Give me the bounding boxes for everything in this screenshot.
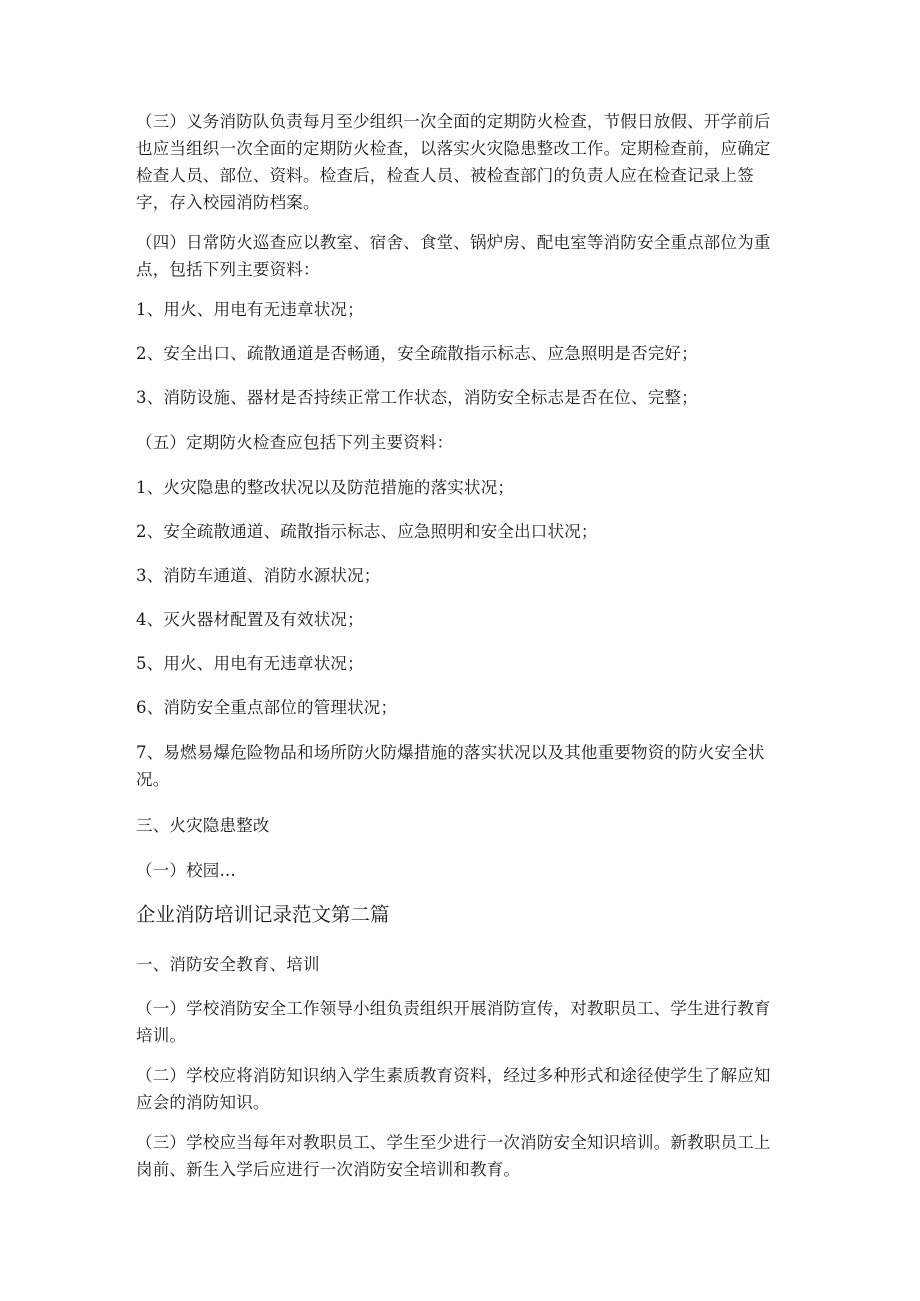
list-item-check-1: 1、火灾隐患的整改状况以及防范措施的落实状况； xyxy=(136,478,515,497)
list-item-check-2: 2、安全疏散通道、疏散指示标志、应急照明和安全出口状况； xyxy=(136,522,598,541)
section-heading-hazard-rectification: 三、火灾隐患整改 xyxy=(136,816,270,835)
paragraph-campus-truncated: （一）校园... xyxy=(136,861,236,880)
list-item-check-5: 5、用火、用电有无违章状况； xyxy=(136,654,364,673)
list-item-check-6: 6、消防安全重点部位的管理状况； xyxy=(136,698,398,717)
list-item-check-7: 7、易燃易爆危险物品和场所防火防爆措施的落实状况以及其他重要物资的防火安全状况。 xyxy=(136,743,765,789)
article-title: 企业消防培训记录范文第二篇 xyxy=(136,903,390,926)
paragraph-training-2: （二）学校应将消防知识纳入学生素质教育资料，经过多种形式和途径使学生了解应知应会的消防知识。 xyxy=(136,1066,771,1112)
paragraph-training-1: （一）学校消防安全工作领导小组负责组织开展消防宣传，对教职员工、学生进行教育培训。 xyxy=(136,999,771,1045)
paragraph-regular-inspection: （三）义务消防队负责每月至少组织一次全面的定期防火检查，节假日放假、开学前后也应当组织一次全面的定期防火检查，以落实火灾隐患整改工作。定期检查前，应确定检查人员、部位、资料。检查后，检查人员、被检查部门的负责人应在检查记录上签字，存入校园消防档案。 xyxy=(136,112,771,212)
section-heading-education-training: 一、消防安全教育、培训 xyxy=(136,955,320,974)
list-item-check-4: 4、灭火器材配置及有效状况； xyxy=(136,610,364,629)
paragraph-daily-patrol: （四）日常防火巡查应以教室、宿舍、食堂、锅炉房、配电室等消防安全重点部位为重点，包括下列主要资料： xyxy=(136,233,771,279)
paragraph-training-3: （三）学校应当每年对教职员工、学生至少进行一次消防安全知识培训。新教职员工上岗前、新生入学后应进行一次消防安全培训和教育。 xyxy=(136,1133,771,1179)
list-item-patrol-1: 1、用火、用电有无违章状况； xyxy=(136,300,364,319)
list-item-patrol-2: 2、安全出口、疏散通道是否畅通，安全疏散指示标志、应急照明是否完好； xyxy=(136,344,698,363)
paragraph-periodic-check: （五）定期防火检查应包括下列主要资料： xyxy=(136,433,454,452)
list-item-patrol-3: 3、消防设施、器材是否持续正常工作状态，消防安全标志是否在位、完整； xyxy=(136,388,698,407)
list-item-check-3: 3、消防车通道、消防水源状况； xyxy=(136,566,381,585)
